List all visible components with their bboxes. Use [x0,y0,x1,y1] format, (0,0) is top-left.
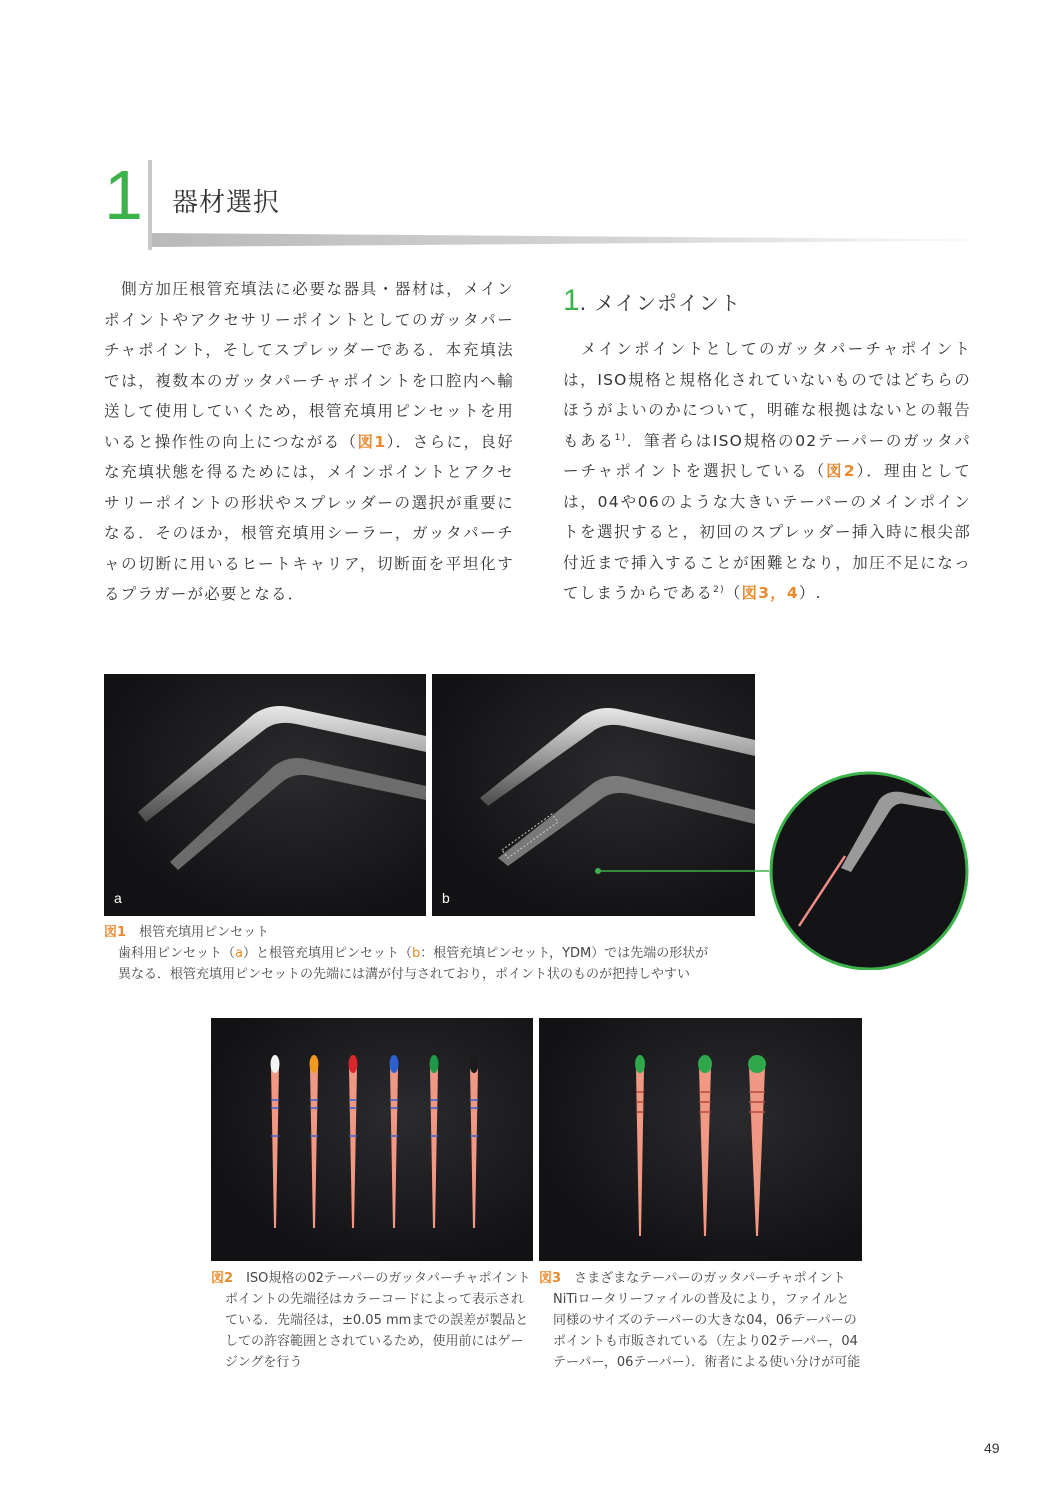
figure1-caption [104,922,764,985]
color-code-tip [271,1055,280,1073]
left-paragraph: 側方加圧根管充填法に必要な器具・器材は，メインポイントやアクセサリーポイントとしてのガッタパーチャポイント，そしてスプレッダーである．本充填法では，複数本のガッタパーチャポイントを口腔内へ輸送して使用していくため，根管充填用ピンセットを用いると操作性の向上につながる（図1）．さらに，良好な充填状態を得るためには，メインポイントとアクセサリーポイントの形状やスプレッダーの選択が重要になる．そのほか，根管充填用シーラー，ガッタパーチャの切断に用いるヒートキャリア，切断面を平坦化するプラガーが必要となる． [104,280,515,603]
figure3-caption-body: NiTiロータリーファイルの普及により，ファイルと同様のサイズのテーパーの大きな04，06テーパーのポイントも市販されている（左より02テーパー，04テーパー，06テーパー）．術者による使い分けが可能 [553,1292,861,1370]
figure3-label: 図3 [539,1271,562,1286]
page-number: 49 [984,1440,1000,1456]
gutta-percha-point [470,1068,478,1228]
gutta-percha-point [636,1068,644,1236]
section-number: 1 [104,156,143,234]
color-code-tip [635,1055,645,1073]
figure1-photo-a [104,674,426,916]
panel-label-a: a [114,890,122,906]
figure2-photo [211,1018,533,1261]
gutta-percha-point [699,1068,711,1236]
figure-ref-1[interactable]: 図1 [357,432,387,451]
figure1-label: 図1 [104,925,127,940]
gutta-percha-point [349,1068,357,1228]
figure1-caption-body: 歯科用ピンセット（a）と根管充填用ピンセット（b：根管充填ピンセット，YDM）では先端の形状が 異なる．根管充填用ピンセットの先端には溝が付与されており，ポイント状のものが把持しやすい [118,946,709,982]
left-column [104,274,514,610]
zoom-inset-circle [755,770,971,970]
figure3-photo [539,1018,862,1261]
color-code-tip [390,1055,399,1073]
figure3-caption [539,1268,861,1373]
taper-gutta-percha-points-image [539,1018,862,1261]
figure2-label: 図2 [211,1271,234,1286]
citation-1: 1) [614,432,627,443]
figure1-title: 根管充填用ピンセット [139,925,270,940]
figure2-caption-body: ポイントの先端径はカラーコードによって表示されている．先端径は，±0.05 mmまでの誤差が製品としての許容範囲とされているため，使用前にはゲージングを行う [225,1292,529,1370]
dental-tweezers-image [104,674,426,916]
right-column [563,334,971,609]
root-canal-tweezers-image [432,674,755,916]
right-paragraph: メインポイントとしてのガッタパーチャポイントは，ISO規格と規格化されていないものではどちらのほうがよいのかについて，明確な根拠はないとの報告もある$^{1)}$．筆者らはISO規格の02テーパーのガッタパーチャポイントを選択している（図2）．理由としては，04や06のような大きいテーパーのメインポイントを選択すると，初回のスプレッダー挿入時に根尖部付近まで挿入することが困難となり，加圧不足になってしまうからである$^{2)}$（図3，4）. [563,340,971,602]
color-code-tip [748,1055,766,1073]
figure-ref-2[interactable]: 図2 [826,462,856,480]
figure1-caption-title-line [104,922,764,943]
color-code-tip [430,1055,439,1073]
figure2-caption [211,1268,531,1373]
subsection-number: 1 [563,284,580,317]
gutta-percha-point [390,1068,398,1228]
gutta-percha-point [310,1068,318,1228]
citation-2: 2) [713,584,725,595]
figure3-caption-title-line [539,1268,861,1289]
panel-label-b: b [442,890,450,906]
figure-ref-3-4[interactable]: 図3，4 [741,584,799,602]
section-divider [148,160,152,250]
figure1-photo-b [432,674,755,916]
section-title: 器材選択 [172,188,281,218]
figure3-title: さまざまなテーパーのガッタパーチャポイント [574,1271,846,1286]
figure2-caption-title-line [211,1268,531,1289]
gutta-percha-point [271,1068,279,1228]
subsection-heading [563,284,741,318]
color-code-tip [310,1055,319,1073]
color-code-tip [470,1055,479,1073]
gutta-percha-point [430,1068,438,1228]
gutta-percha-point [749,1068,765,1236]
color-code-tip [349,1055,358,1073]
iso-gutta-percha-points-image [211,1018,533,1261]
section-underline [152,233,972,247]
figure2-title: ISO規格の02テーパーのガッタパーチャポイント [246,1271,531,1286]
color-code-tip [698,1055,712,1073]
subsection-title: . メインポイント [579,291,742,315]
